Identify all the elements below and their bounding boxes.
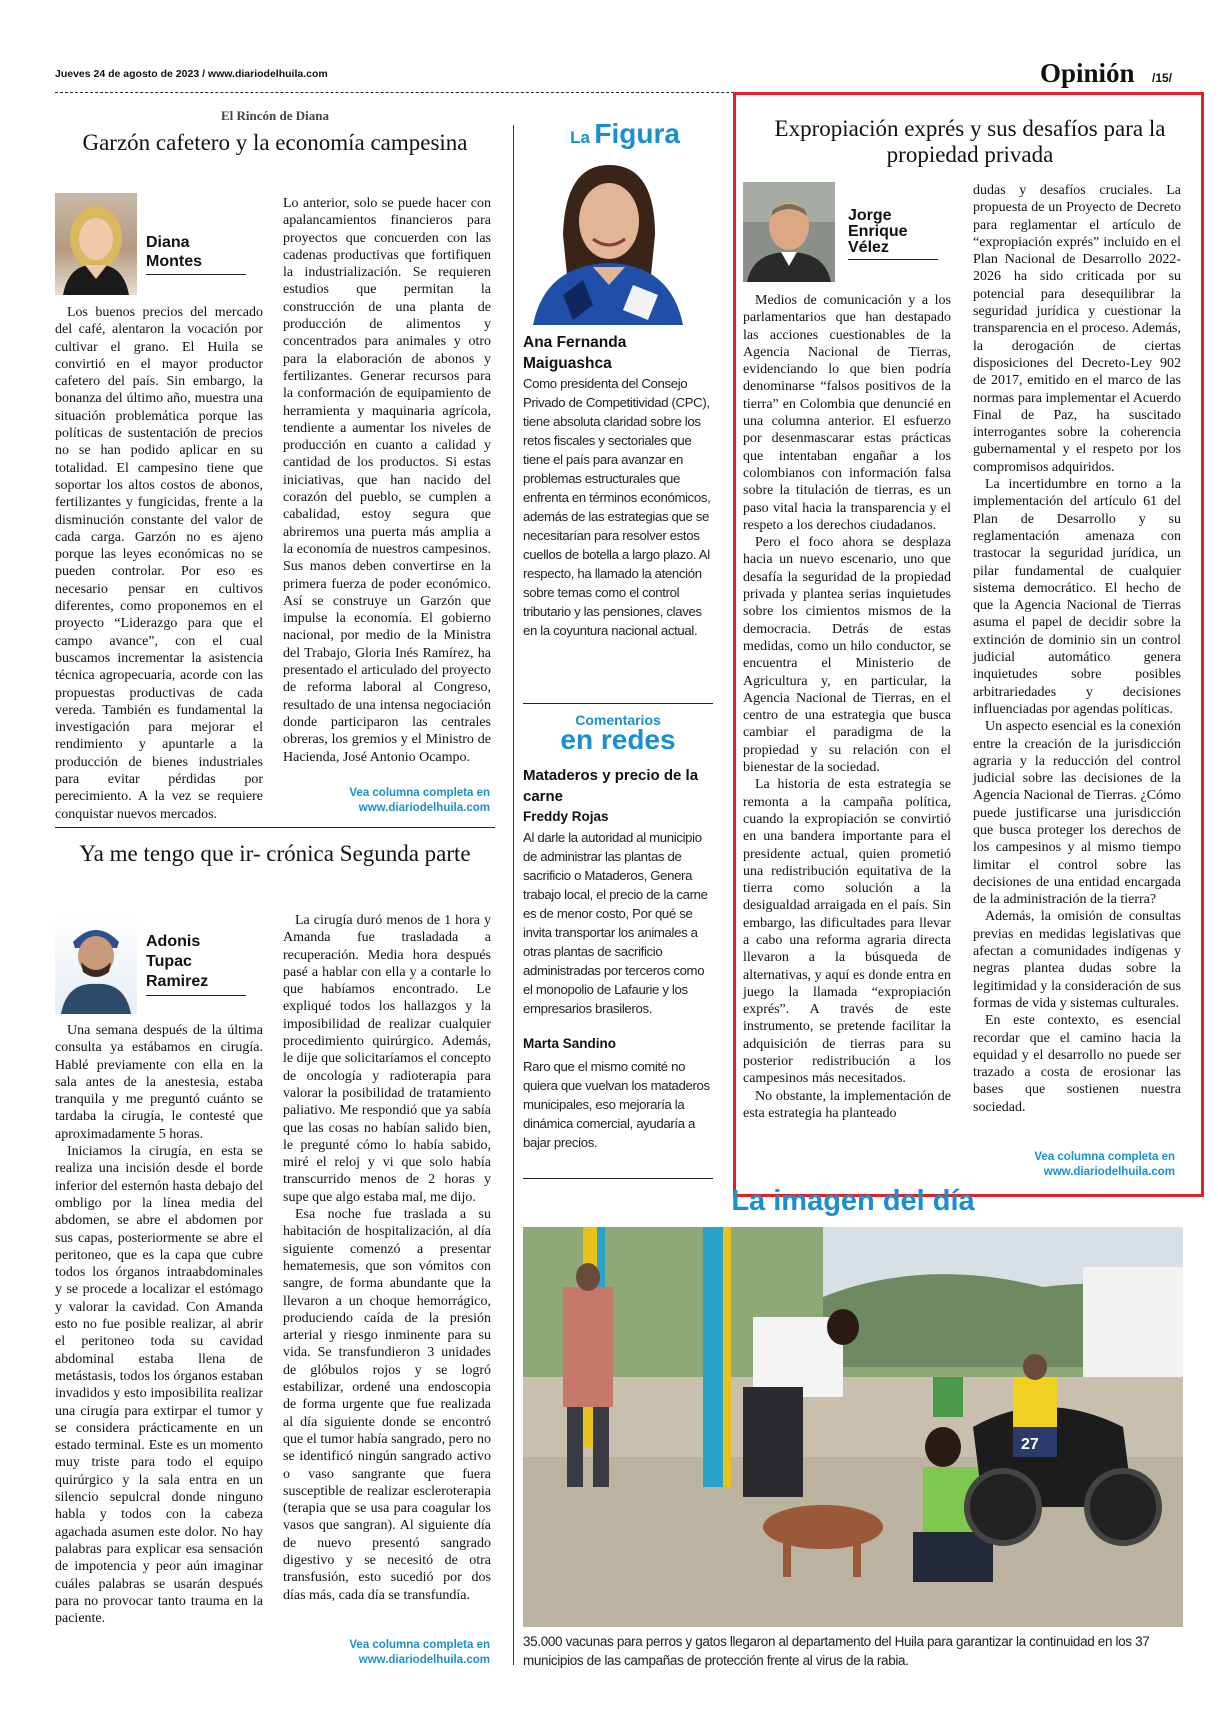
figura-heading-big: Figura [594,118,680,149]
redes-heading-small: Comentarios [575,712,661,728]
cronica-col1-paragraph-1: Una semana después de la última consulta ya estábamos en cirugía. Hablé previamente con ella en la sala antes de la anestesia, estaba tranquila y me preguntó cuánto se tardaba la cirugía, le contesté que aproximadamente 5 horas. [55,1023,263,1142]
expropiacion-col1-paragraph-3: La historia de esta estrategia se remonta a la campaña política, cuando la expropiación se convirtió en una bandera importante para el presidente actual, quien prometió una redistribución equitativa de la tierra como solución a la desigualdad arraigada en el país. Sin embargo, las dificultades para llevar a cabo una reforma agraria directa llevaron a la búsqueda de alternativas, y aquí es donde entra en juego la llamada “expropiación exprés”. A través de este instrumento, se pretende facilitar la adquisición de tierras para su posterior redistribución a los campesinos más necesitados. [743,777,951,1087]
rincon-author-first: Diana [146,234,190,251]
imagen-photo [523,1227,1183,1627]
expropiacion-author-middle: Enrique [848,223,908,240]
figura-photo [523,155,691,325]
rincon-author-last: Montes [146,253,202,270]
expropiacion-col1-paragraph-1: Medios de comunicación y a los parlamentarios que han destapado las acciones cuestionables de la Agencia Nacional de Tierras, evidenciando lo que bien podría denominarse “falsos positivos de la tierra” en Colombia que denuncié en una columna anterior. El esfuerzo por desenmascarar estas prácticas que intentaban engañar a los colombianos con información falsa sobre la titulación de tierras, es un paso vital hacia la transparencia y el respeto a los derechos ciudadanos. [743,293,951,533]
column-divider-left [513,125,514,1665]
cronica-author-middle: Tupac [146,953,192,970]
expropiacion-column-1 [743,292,951,1122]
expropiacion-author-last: Vélez [848,239,889,256]
imagen-caption: 35.000 vacunas para perros y gatos llegaron al departamento del Huila para garantizar la continuidad en los 37 municipios de las campañas de protección frente al virus de la rabia. [523,1634,1150,1668]
cronica-more-link[interactable]: Vea columna completa en www.diariodelhuila.com [349,1639,490,1666]
cronica-author-last: Ramirez [146,973,209,990]
rincon-more-link[interactable]: Vea columna completa en www.diariodelhuila.com [349,787,490,814]
expropiacion-author-first: Jorge [848,207,892,224]
cronica-author-photo [55,912,137,1014]
cronica-author-first: Adonis [146,933,201,950]
rincon-col1-paragraph: Los buenos precios del mercado del café, alentaron la vocación por cultivar el grano. El Huila se convirtió en el mayor productor cafetero del país. Sin embargo, la bonanza del último año, muestra una situación problemática porque las políticas de sustentación de precios no se han podido aplicar en su totalidad. El campesino tiene que soportar los altos costos de abonos, fertilizantes y fungicidas, frente a la disminución constante del valor de cada carga. Garzón no es ajeno porque las leyes económicas no se pueden controlar. Por eso es necesario pensar en cultivos diferentes, como proponemos en el proyecto “Liderazgo para que el campo avance”, con el cual buscamos incrementar la asistencia técnica agropecuaria, acorde con las propuestas productivas de cada vereda. También es fundamental la investigación para mejorar el rendimiento y apuntarle a la producción de bienes industriales para evitar pérdidas por perecimiento. A la vez se requiere conquistar nuevos mercados. [55,305,263,822]
imagen-shirt-number: 27 [1021,1436,1039,1453]
figura-bottom-rule [523,703,713,704]
cronica-col2-paragraph-2: Esa noche fue traslada a su habitación de hospitalización, al día siguiente comenzó a presentar hematemesis, que son vómitos con sangre, de forma abundante que la llevaron a un choque hemorrágico, produciendo caída de la presión arterial y riesgo inminente para su vida. Se transfundieron 3 unidades de glóbulos rojos y se logró estabilizar, ordené una endoscopia de forma urgente que fue realizada al día siguiente donde se encontró que el tumor había sangrado, pero no se identificó ningún sangrado activo o vaso sangrante que fuera susceptible de realizar escleroterapia (terapia que se usa para coagular los vasos que sangran). Al siguiente día de nuevo presentó sangrado digestivo y se necesitó de otra transfusión, esto sucedió por dos días más, cada día se transfundía. [283,1207,491,1603]
redes-author-2: Marta Sandino [523,1036,617,1051]
expropiacion-author-rule [848,259,938,260]
rincon-kicker: El Rincón de Diana [221,108,329,123]
expropiacion-headline: Expropiación exprés y sus desafíos para la propiedad privada [774,116,1166,167]
imagen-heading: La imagen del día [731,1185,975,1217]
expropiacion-more-link[interactable]: Vea columna completa en www.diariodelhuila.com [1034,1151,1175,1178]
redes-title: Mataderos y precio de la carne [523,767,699,805]
expropiacion-col2-paragraph-5: En este contexto, es esencial recordar que el camino hacia la equidad y el desarrollo no puede ser trazado a costa de erosionar las bases que sostienen nuestra sociedad. [973,1013,1181,1115]
expropiacion-col1-paragraph-2: Pero el foco ahora se desplaza hacia un nuevo escenario, uno que desafía la seguridad de la propiedad privada y plantea serias inquietudes sobre los cimientos mismos de la democracia. Detrás de estas medidas, como un hilo conductor, se encuentra el Ministerio de Agricultura y, en particular, la Agencia Nacional de Tierras, en el centro de una estrategia que busca cambiar el paradigma de la propiedad y su relación con el bienestar de la sociedad. [743,535,951,776]
rincon-column-2 [283,195,491,766]
redes-author-1: Freddy Rojas [523,809,609,824]
expropiacion-col2-paragraph-4: Además, la omisión de consultas previas en medidas legislativas que afectan a comunidades indígenas y negras plantea dudas sobre la legitimidad y la consideración de sus formas de vida y sistemas culturales. [973,909,1181,1011]
page-number: /15/ [1152,71,1173,85]
figura-heading [560,118,690,150]
figura-text: Como presidenta del Consejo Privado de Competitividad (CPC), tiene absoluta claridad sobre los retos fiscales y sectoriales que tiene el país para avanzar en problemas estructurales que enfrenta en términos económicos, además de las estrategias que se necesitarían para resolver estos cuellos de botella a largo plazo. Al respecto, ha llamado la atención sobre temas como el control tributario y las pensiones, claves en la coyuntura nacional actual. [523,376,711,638]
rincon-col2-paragraph: Lo anterior, solo se puede hacer con apalancamientos financieros para proyectos que concuerden con las cadenas productivas que fortifiquen la industrialización. Se requieren estudios que permitan la construcción de una planta de producción de alimentos y concentrados para animales y otro para la elaboración de abonos y fertilizantes. Generar recursos para la conformación de equipamiento de herramienta y maquinaria agrícola, tendiente a aumentar los niveles de producción en cuanto a calidad y cantidad de los productos. Si estas iniciativas, que han nacido del corazón del pueblo, se cumplen a cabalidad, estoy segura que abriremos una puerta más amplia a la economía de nuestros campesinos. Sus manos deben convertirse en la primera fuerza de poder económico. Así se construye un Garzón que impulse la economía. El gobierno nacional, por medio de la Ministra del Trabajo, Gloria Inés Ramírez, ha presentado el articulado del proyecto de reforma laboral al Congreso, resultado de una intensa negociación donde participaron las centrales obreras, los gremios y el Ministro de Hacienda, José Antonio Ocampo. [283,196,491,765]
cronica-column-2 [283,912,491,1604]
rincon-author-photo [55,193,137,295]
section-title: Opinión [1040,58,1135,88]
rincon-column-1 [55,304,263,823]
header-date-site: Jueves 24 de agosto de 2023 / www.diariodelhuila.com [55,68,328,80]
cronica-author-rule [146,995,246,996]
expropiacion-col2-paragraph-1: dudas y desafíos cruciales. La propuesta de un Proyecto de Decreto para reglamentar el artículo de “expropiación exprés” incluido en el Plan Nacional de Desarrollo 2022-2026 ha sido criticada por su potencial para desequilibrar la seguridad jurídica y cuestionar la transparencia en el proceso. Además, la derogación de ciertas disposiciones del Decreto-Ley 902 de 2017, emitido en el marco de las normas para implementar el Acuerdo Final de Paz, ha suscitado interrogantes sobre la coherencia gubernamental y el respeto por los compromisos adquiridos. [973,183,1181,475]
redes-heading-big: en redes [560,724,676,755]
rincon-headline: Garzón cafetero y la economía campesina [82,130,468,155]
cronica-col2-paragraph-1: La cirugía duró menos de 1 hora y Amanda fue trasladada a recuperación. Media hora después pasé a hablar con ella y a contarle lo que habíamos encontrado. Le expliqué todos los hallazgos y la imposibilidad de realizar cualquier procedimiento quirúrgico. Además, le dije que solicitaríamos el concepto de oncología y radioterapia para valorar la posibilidad de tratamiento paliativo. Me respondió que ya sabía que las cosas no habían salido bien, le pregunté cómo lo había sabido, miré el reloj y vi que solo había transcurrido menos de 2 horas y supe que algo estaba mal, me dijo. [283,913,491,1205]
imagen-top-rule [523,1178,713,1179]
figura-heading-small: La [570,128,590,147]
redes-comment-1: Al darle la autoridad al municipio de administrar las plantas de sacrificio o Mataderos, Genera trabajo local, el precio de la carne es de menor costo, Por qué se invita transportar los animales a otras plantas de sacrificio administradas por terceros como el monopolio de Lafaurie y los empresarios brasileros. [523,830,708,1016]
rincon-author-rule [146,274,246,275]
expropiacion-col2-paragraph-2: La incertidumbre en torno a la implementación del artículo 61 del Plan de Desarrollo y su reglamentación amenaza con trastocar la seguridad jurídica, un pilar fundamental de cualquier sistema democrático. El hecho de que la Agencia Nacional de Tierras asuma el papel de decidir sobre la extinción de dominio sin un control judicial automático genera inquietudes sobre posibles arbitrariedades y decisiones influenciadas por agendas políticas. [973,477,1181,717]
expropiacion-column-2 [973,182,1181,1116]
cronica-column-1 [55,1022,263,1627]
cronica-headline: Ya me tengo que ir- crónica Segunda parte [79,841,471,866]
figura-name: Ana Fernanda Maiguashca [523,334,627,372]
expropiacion-col2-paragraph-3: Un aspecto esencial es la conexión entre la creación de la jurisdicción agraria y la reducción del control judicial sobre las decisiones de la Agencia Nacional de Tierras. ¿Cómo puede justificarse una jurisdicción que busca proteger los derechos de los campesinos y al mismo tiempo limitar el control sobre las decisiones de una entidad encargada de la administración de la tierra? [973,719,1181,908]
expropiacion-author-photo [743,182,835,282]
redes-comment-2: Raro que el mismo comité no quiera que vuelvan los mataderos municipales, eso mejoraría la dinámica comercial, ayudaría a bajar precios. [523,1059,710,1150]
expropiacion-col1-paragraph-4: No obstante, la implementación de esta estrategia ha planteado [743,1088,951,1121]
section-rule-cronica [55,827,495,828]
cronica-col1-paragraph-2: Iniciamos la cirugía, en esta se realiza una incisión desde el borde inferior del esternón hasta debajo del ombligo por la línea media del abdomen, se abre el abdomen por sus capas, posteriormente se abre el peritoneo, que es la capa que cubre todos los órganos intraabdominales y se procede a localizar el estómago y valorar la cavidad. Con Amanda esto no fue posible realizar, al abrir el peritoneo toda su cavidad abdominal estaba llena de metástasis, todos los órganos estaban invadidos y esto imposibilita realizar una cirugía para extirpar el tumor y se considera prácticamente en un estado terminal. Este es un momento muy triste para todo el equipo quirúrgico y la sala entra en un silencio sepulcral donde ninguno habla y todos con la cabeza agachada asumen este dolor. No hay palabras para explicar esa sensación de impotencia y peor aún imaginar cuáles palabras se usarán después para no provocar tanto trauma en la paciente. [55,1144,263,1627]
